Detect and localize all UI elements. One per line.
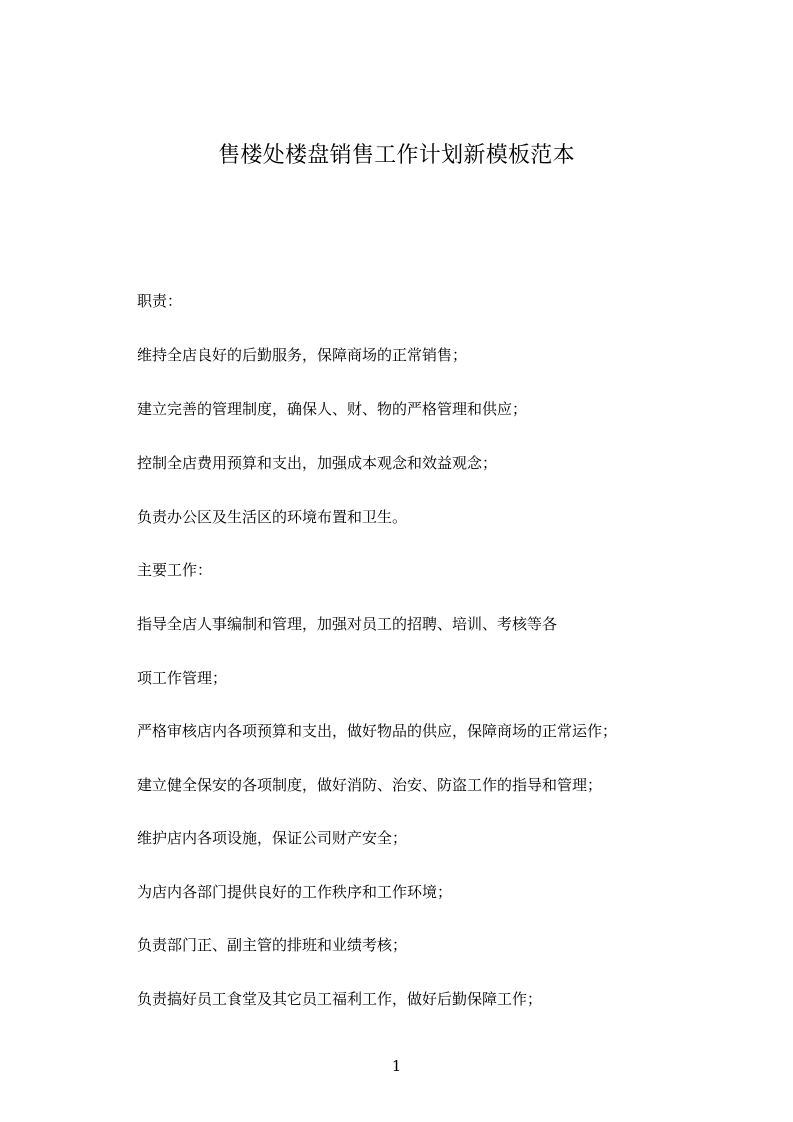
paragraph: 严格审核店内各项预算和支出，做好物品的供应，保障商场的正常运作； [137, 722, 618, 740]
paragraph: 建立健全保安的各项制度，做好消防、治安、防盗工作的指导和管理； [137, 776, 603, 794]
page-number: 1 [391, 1057, 402, 1075]
paragraph: 为店内各部门提供良好的工作秩序和工作环境； [137, 883, 453, 901]
paragraph-main-work-heading: 主要工作： [137, 561, 213, 579]
paragraph: 项工作管理； [137, 669, 228, 687]
document-title: 售楼处楼盘销售工作计划新模板范本 [218, 143, 575, 168]
paragraph: 负责搞好员工食堂及其它员工福利工作，做好后勤保障工作； [137, 990, 543, 1008]
paragraph: 负责办公区及生活区的环境布置和卫生。 [137, 508, 408, 526]
paragraph: 指导全店人事编制和管理，加强对员工的招聘、培训、考核等各 [137, 615, 558, 633]
paragraph-duties-heading: 职责： [137, 292, 183, 310]
paragraph: 负责部门正、副主管的排班和业绩考核； [137, 936, 408, 954]
paragraph: 维持全店良好的后勤服务，保障商场的正常销售； [137, 346, 468, 364]
paragraph: 控制全店费用预算和支出，加强成本观念和效益观念； [137, 454, 498, 472]
paragraph: 维护店内各项设施，保证公司财产安全； [137, 829, 408, 847]
paragraph: 建立完善的管理制度，确保人、财、物的严格管理和供应； [137, 400, 528, 418]
